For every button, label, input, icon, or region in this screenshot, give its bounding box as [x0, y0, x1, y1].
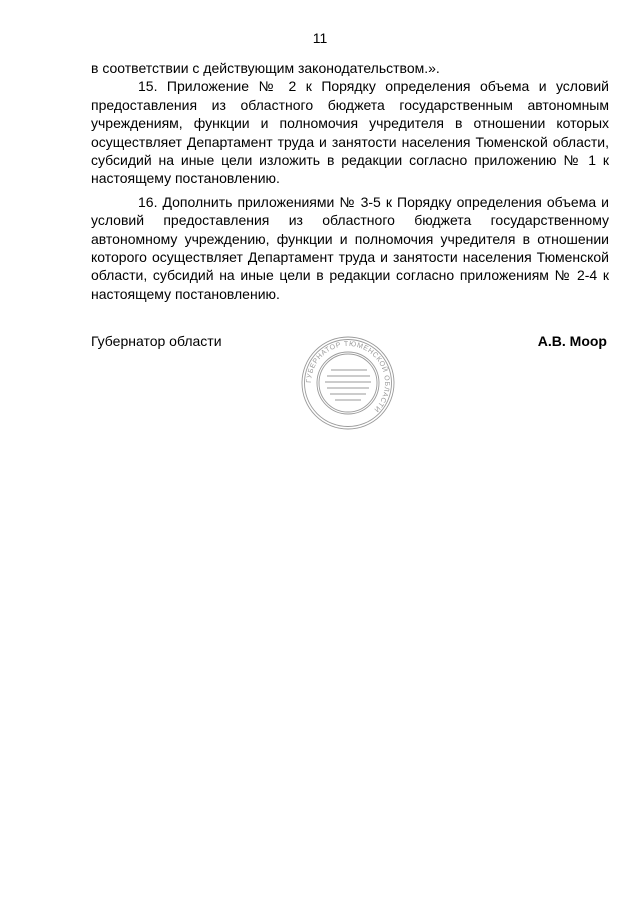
paragraph-item-15: 15. Приложение № 2 к Порядку определения объема и условий предоставления из областного бюджета государственным автономным учреждениям, функции и полномочия учредителя в отношении которых осуществляет Департамент труда и занятости населения Тюменской области, субсидий на иные цели изложить в редакции согласно приложению № 1 к настоящему постановлению.	[91, 78, 609, 187]
page-number: 11	[312, 30, 328, 46]
official-seal-stamp	[287, 333, 409, 433]
signatory-name: А.В. Моор	[537, 333, 607, 349]
document-body	[91, 59, 609, 303]
signatory-title: Губернатор области	[91, 333, 222, 349]
paragraph-item-16: 16. Дополнить приложениями № 3-5 к Порядку определения объема и условий предоставления из областного бюджета государственному автономному учреждению, функции и полномочия учредителя в отношении которого осуществляет Департамент труда и занятости населения Тюменской области, субсидий на иные цели в редакции согласно приложениям № 2-4 к настоящему постановлению.	[91, 193, 609, 302]
svg-text:ГУБЕРНАТОР ТЮМЕНСКОЙ ОБЛАСТИ: ГУБЕРНАТОР ТЮМЕНСКОЙ ОБЛАСТИ	[305, 340, 391, 414]
paragraph-continuation: в соответствии с действующим законодательством.».	[91, 60, 440, 76]
